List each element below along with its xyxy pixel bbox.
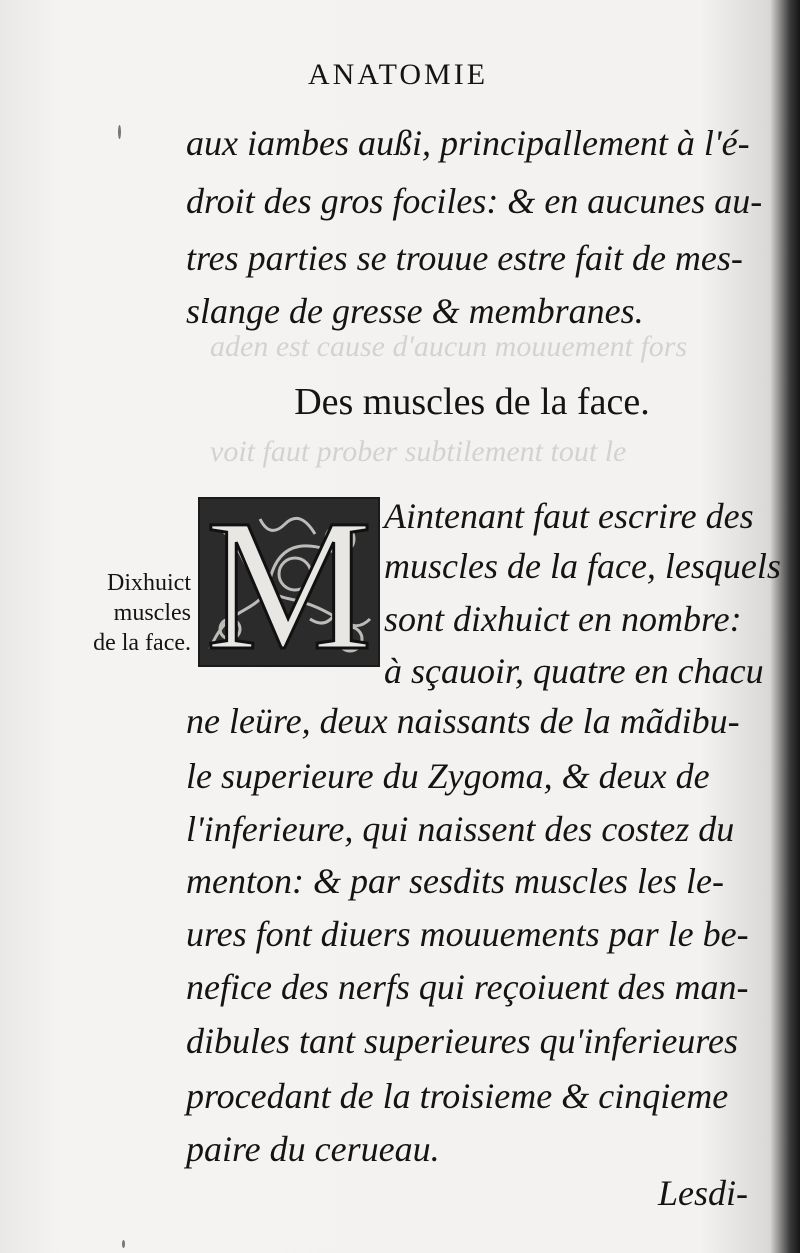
margin-note bbox=[56, 568, 191, 658]
initial-letter: M bbox=[205, 497, 373, 667]
margin-note-line: de la face. bbox=[93, 630, 191, 656]
show-through-text: aden est cause d'aucun mouuement fors bbox=[210, 330, 688, 363]
text-line: Aintenant faut escrire des bbox=[384, 496, 754, 536]
show-through-text: voit faut prober subtilement tout le bbox=[210, 435, 627, 468]
decorated-initial bbox=[198, 497, 380, 667]
text-line: muscles de la face, lesquels bbox=[384, 546, 781, 586]
text-line: à sçauoir, quatre en chacu bbox=[384, 651, 764, 691]
text-line: l'inferieure, qui naissent des costez du bbox=[186, 809, 735, 849]
section-heading: Des muscles de la face. bbox=[294, 381, 650, 423]
text-line: droit des gros fociles: & en aucunes au- bbox=[186, 181, 763, 221]
text-line: aux iambes außi, principallement à l'é- bbox=[186, 123, 750, 163]
text-line: nefice des nerfs qui reçoiuent des man- bbox=[186, 967, 749, 1007]
text-line: slange de gresse & membranes. bbox=[186, 291, 644, 331]
text-line: menton: & par sesdits muscles les le- bbox=[186, 861, 724, 901]
text-line: tres parties se trouue estre fait de mes- bbox=[186, 238, 743, 278]
margin-note-line: muscles bbox=[113, 600, 191, 626]
margin-note-line: Dixhuict bbox=[107, 570, 191, 596]
running-head: ANATOMIE bbox=[307, 58, 489, 91]
text-line: ne leüre, deux naissants de la mãdibu- bbox=[186, 701, 740, 741]
text-line: paire du cerueau. bbox=[186, 1129, 440, 1169]
catchword: Lesdi- bbox=[658, 1173, 748, 1213]
text-line: ures font diuers mouuements par le be- bbox=[186, 914, 749, 954]
text-line: le superieure du Zygoma, & deux de bbox=[186, 756, 710, 796]
paper-speck bbox=[122, 1240, 125, 1248]
text-line: dibules tant superieures qu'inferieures bbox=[186, 1021, 738, 1061]
text-line: procedant de la troisieme & cinqieme bbox=[186, 1076, 729, 1116]
text-line: sont dixhuict en nombre: bbox=[384, 599, 742, 639]
paper-speck bbox=[118, 125, 121, 139]
